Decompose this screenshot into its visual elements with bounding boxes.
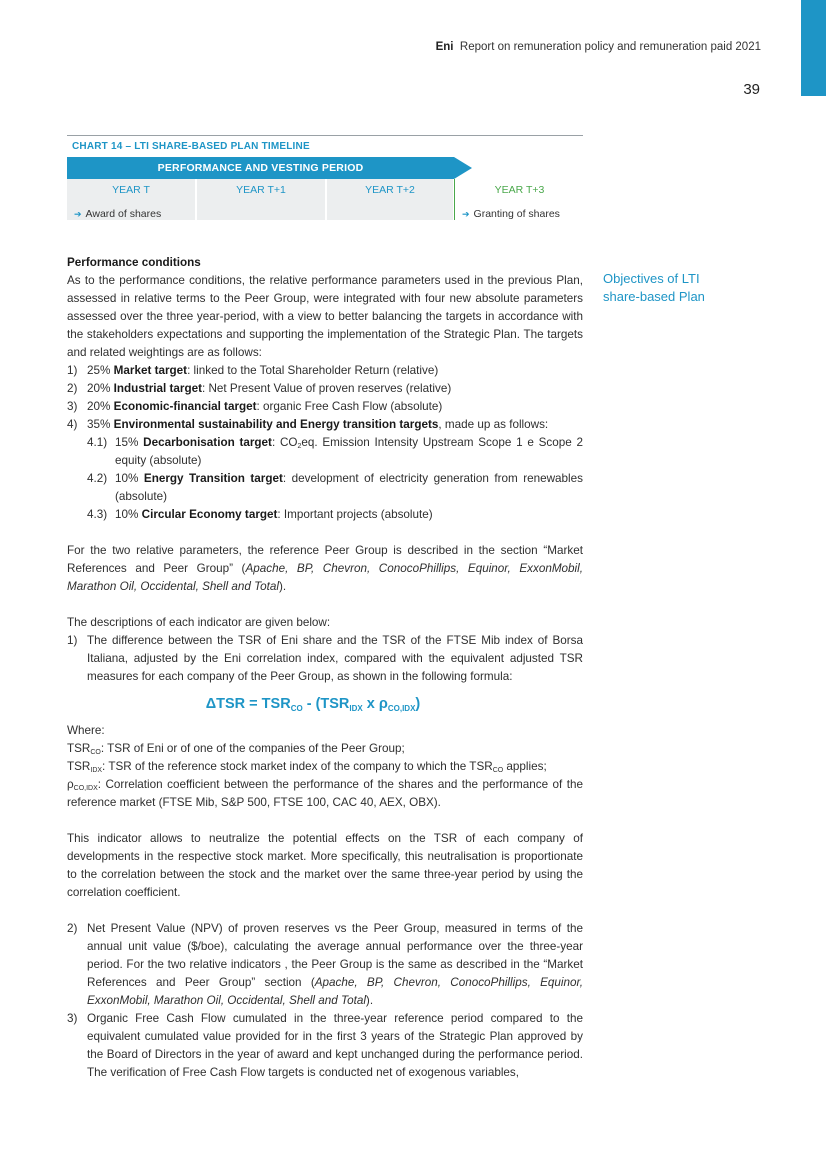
arrow-right-icon: ➔ [74,209,82,219]
year-t1-label: YEAR T+1 [236,184,286,196]
peer-group-paragraph: For the two relative parameters, the reference Peer Group is described in the section “Market References and Peer Group” (Apache, BP, Chevron, ConocoPhillips, Equinor, ExxonMobil, Marathon Oil, Occidental, Shell and Total). [67,544,584,593]
tsr-formula: $\Delta TSR = TSR_{CO} - (TSR_{IDX}$ x $\rho_{CO,IDX}$) [205,696,421,713]
page-number: 39 [743,81,760,98]
body-text [67,254,583,1082]
year-t2-label: YEAR T+2 [365,184,415,196]
description-item-1: 1) The difference between the TSR of Eni share and the TSR of the FTSE Mib index of Borsa Italiana, adjusted by the Eni correlation index, compared with the equivalent adjusted TSR measures for each company of the Peer Group, as shown in the following formula: [67,634,583,683]
definition-tsr-co: $TSR_{CO}$: TSR of Eni or of one of the companies of the Peer Group; [67,742,405,756]
target-item: 1) 25% Market target: linked to the Total Shareholder Return (relative) [67,364,439,377]
chart-title: CHART 14 – LTI SHARE-BASED PLAN TIMELINE [72,141,310,152]
subtarget-item: 4.2) 10% Energy Transition target: development of electricity generation from renewables (absolute) [87,472,584,503]
header-title: Report on remuneration policy and remuneration paid 2021 [459,41,761,53]
neutralize-paragraph: This indicator allows to neutralize the potential effects on the TSR of each company of developments in the respective stock market. More specifically, this neutralisation is proportionate to the correlation between the stock and the market over the same three-year period by using the correlation coefficient. [67,832,583,899]
year-t-label: YEAR T [112,184,150,196]
year-t2-column [327,179,453,220]
section-heading: Performance conditions [67,256,201,269]
header-brand: Eni [435,41,454,53]
award-label: Award of shares [85,208,162,220]
chart-top-rule [67,135,583,136]
descriptions-intro: The descriptions of each indicator are given below: [67,616,331,629]
granting-step [462,208,584,220]
performance-period-bar: PERFORMANCE AND VESTING PERIOD [67,157,454,179]
margin-note-line-1: Objectives of LTI [603,271,700,286]
description-item-3: 3) Organic Free Cash Flow cumulated in the three-year reference period compared to the equivalent cumulated value provided for in the first 3 years of the Strategic Plan approved by the Board of Directors in the year of award and kept unchanged during the performance period. The verification of Free Cash Flow targets is conducted net of exogenous variables, [67,1012,583,1079]
definition-correlation: $\rho_{CO,IDX}$: Correlation coefficient between the performance of the shares and the performance of the reference market (FTSE Mib, S&P 500, FTSE 100, CAC 40, AEX, OBX). [67,778,583,809]
definition-tsr-idx: $TSR_{IDX}$: TSR of the reference stock market index of the company to which the $TSR_{CO}$ applies; [67,760,547,774]
target-item: 4) 35% Environmental sustainability and Energy transition targets, made up as follows: [67,418,549,431]
description-item-2: 2) Net Present Value (NPV) of proven reserves vs the Peer Group, measured in terms of the annual unit value ($/boe), calculating the average annual performance over the three-year period. For the two relative indicators , the Peer Group is the same as described in the “Market References and Peer Group” section (Apache, BP, Chevron, ConocoPhillips, Equinor, ExxonMobil, Marathon Oil, Occidental, Shell and Total). [67,922,583,1007]
year-columns [67,179,583,220]
where-label: Where: [67,724,105,737]
target-item: 3) 20% Economic-financial target: organic Free Cash Flow (absolute) [67,400,443,413]
subtarget-item: 4.3) 10% Circular Economy target: Important projects (absolute) [87,508,433,521]
period-arrowhead-icon [454,157,472,179]
intro-paragraph: As to the performance conditions, the relative performance parameters used in the previous Plan, assessed in relative terms to the Peer Group, were integrated with four new absolute parameters assessed over the three year-period, with a view to better balancing the targets in accordance with the stakeholders expectations and supporting the implementation of the Strategic Plan. The targets and related weightings are as follows: [67,274,583,359]
award-step [74,208,195,220]
margin-note [603,270,705,306]
arrow-right-icon: ➔ [462,209,470,219]
year-t1-column [197,179,325,220]
lti-timeline-chart [67,135,583,220]
year-t3-column [454,179,584,220]
section-tab-marker [801,0,826,96]
performance-period-row [67,157,583,179]
target-item: 2) 20% Industrial target: Net Present Value of proven reserves (relative) [67,382,452,395]
subtarget-item: 4.1) 15% Decarbonisation target: $CO_2eq$. Emission Intensity Upstream Scope 1 e Scope 2 equity (absolute) [87,436,583,467]
granting-label: Granting of shares [473,208,560,220]
running-header [436,41,761,53]
year-t3-label: YEAR T+3 [494,184,545,196]
year-t-column [67,179,195,220]
margin-note-line-2: share-based Plan [603,289,705,304]
